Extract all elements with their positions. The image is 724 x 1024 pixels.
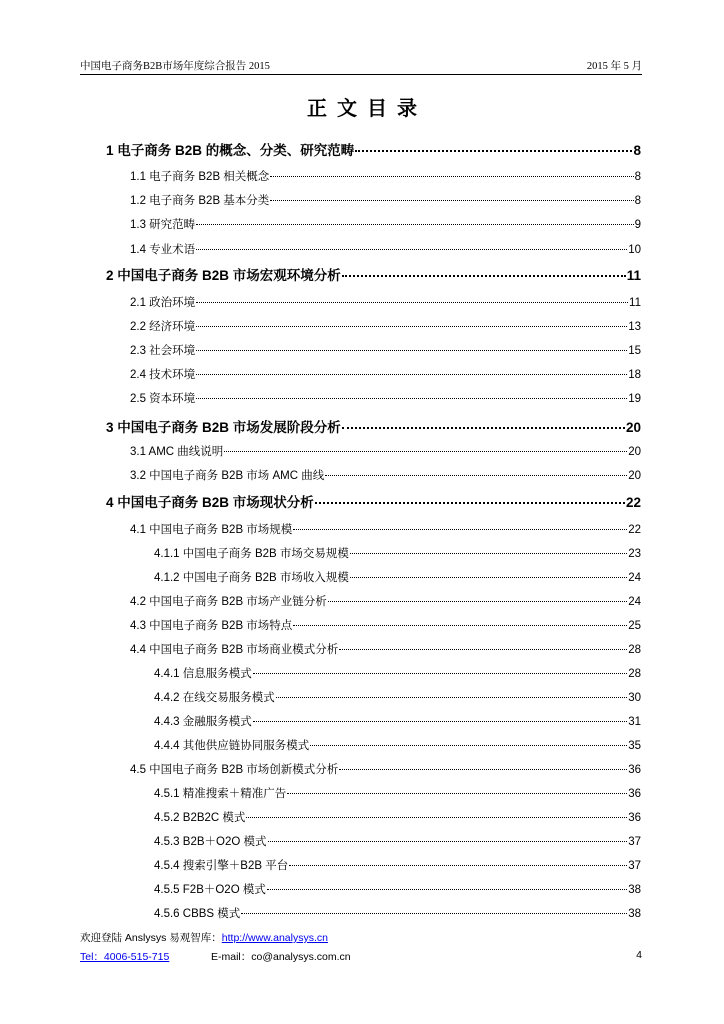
toc-entry-label: 2.3 社会环境 [130, 345, 196, 357]
toc-entry[interactable] [130, 216, 641, 232]
toc-entry[interactable] [154, 713, 641, 729]
toc-leader-dots [276, 697, 627, 698]
toc-entry-page: 38 [628, 908, 641, 920]
toc-entry[interactable] [154, 689, 641, 705]
toc-entry-label: 4.4.3 金融服务模式 [154, 716, 252, 728]
toc-entry[interactable] [130, 168, 641, 184]
footer-welcome-line [80, 930, 642, 945]
toc-entry-label: 4.5.3 B2B＋O2O 模式 [154, 836, 267, 848]
toc-entry[interactable] [154, 545, 641, 561]
toc-entry[interactable] [106, 264, 641, 284]
toc-entry[interactable] [154, 905, 641, 921]
toc-leader-dots [355, 150, 632, 152]
toc-entry-page: 24 [628, 572, 641, 584]
toc-leader-dots [339, 649, 627, 650]
toc-leader-dots [342, 427, 625, 429]
toc-entry[interactable] [130, 443, 641, 459]
toc-entry-page: 31 [628, 716, 641, 728]
toc-entry-page: 8 [634, 195, 641, 207]
toc-leader-dots [268, 841, 628, 842]
footer-contact-line [80, 949, 642, 964]
toc-entry-label: 4.5.5 F2B＋O2O 模式 [154, 884, 266, 896]
toc-entry[interactable] [154, 857, 641, 873]
toc-entry-page: 23 [628, 548, 641, 560]
toc-leader-dots [270, 176, 633, 177]
toc-entry-page: 35 [628, 740, 641, 752]
toc-entry-page: 8 [634, 171, 641, 183]
toc-entry[interactable] [106, 139, 641, 159]
toc-entry-label: 4.5.2 B2B2C 模式 [154, 812, 246, 824]
toc-entry-label: 2 中国电子商务 B2B 市场宏观环境分析 [106, 268, 341, 283]
toc-entry-page: 24 [628, 596, 641, 608]
toc-entry[interactable] [154, 665, 641, 681]
toc-entry-label: 4 中国电子商务 B2B 市场现状分析 [106, 495, 314, 510]
toc-leader-dots [196, 374, 627, 375]
toc-entry-label: 4.5.6 CBBS 模式 [154, 908, 241, 920]
toc-entry-label: 2.5 资本环境 [130, 393, 196, 405]
toc-entry-page: 37 [628, 860, 641, 872]
page-header [80, 58, 642, 75]
toc-entry[interactable] [154, 569, 641, 585]
toc-entry-page: 13 [628, 321, 641, 333]
toc-leader-dots [270, 200, 633, 201]
toc-entry-label: 2.1 政治环境 [130, 297, 196, 309]
toc-leader-dots [253, 721, 627, 722]
toc-entry-label: 1 电子商务 B2B 的概念、分类、研究范畴 [106, 143, 355, 158]
toc-entry[interactable] [106, 416, 641, 436]
footer-welcome-text: 欢迎登陆 Anslysys 易观智库： [80, 932, 222, 944]
toc-leader-dots [196, 350, 627, 351]
toc-entry-page: 10 [628, 244, 641, 256]
toc-entry[interactable] [130, 318, 641, 334]
toc-entry-page: 11 [629, 297, 641, 309]
page-number: 4 [636, 949, 642, 961]
report-title-header: 中国电子商务B2B市场年度综合报告 2015 [80, 61, 270, 72]
toc-entry-page: 18 [628, 369, 641, 381]
toc-leader-dots [350, 577, 627, 578]
toc-entry-label: 2.4 技术环境 [130, 369, 196, 381]
toc-entry-page: 22 [628, 524, 641, 536]
toc-leader-dots [328, 601, 627, 602]
toc-entry-page: 22 [625, 495, 641, 510]
toc-entry-page: 19 [628, 393, 641, 405]
toc-leader-dots [267, 889, 627, 890]
toc-entry[interactable] [154, 881, 641, 897]
toc-entry[interactable] [106, 491, 641, 511]
toc-leader-dots [287, 793, 627, 794]
toc-entry-label: 4.1.1 中国电子商务 B2B 市场交易规模 [154, 548, 349, 560]
toc-entry-page: 28 [628, 668, 641, 680]
toc-entry-page: 36 [628, 812, 641, 824]
toc-entry-page: 30 [628, 692, 641, 704]
toc-entry[interactable] [130, 342, 641, 358]
toc-entry-label: 3.1 AMC 曲线说明 [130, 446, 224, 458]
toc-entry-label: 4.4.1 信息服务模式 [154, 668, 252, 680]
toc-entry-page: 20 [628, 446, 641, 458]
toc-leader-dots [289, 865, 627, 866]
toc-entry-page: 25 [628, 620, 641, 632]
toc-entry-label: 4.5 中国电子商务 B2B 市场创新模式分析 [130, 764, 339, 776]
toc-entry-label: 4.1.2 中国电子商务 B2B 市场收入规模 [154, 572, 349, 584]
toc-entry-label: 4.2 中国电子商务 B2B 市场产业链分析 [130, 596, 327, 608]
toc-entry[interactable] [130, 390, 641, 406]
email-text: E-mail：co@analysys.com.cn [211, 951, 351, 963]
toc-entry[interactable] [154, 737, 641, 753]
toc-leader-dots [196, 326, 627, 327]
toc-leader-dots [315, 502, 625, 504]
toc-leader-dots [196, 398, 627, 399]
toc-entry-label: 2.2 经济环境 [130, 321, 196, 333]
toc-leader-dots [310, 745, 627, 746]
toc-entry-page: 9 [634, 219, 641, 231]
toc-leader-dots [196, 224, 633, 225]
toc-leader-dots [339, 769, 627, 770]
toc-entry-label: 4.3 中国电子商务 B2B 市场特点 [130, 620, 293, 632]
toc-entry-label: 4.1 中国电子商务 B2B 市场规模 [130, 524, 293, 536]
toc-entry-label: 1.3 研究范畴 [130, 219, 196, 231]
toc-entry[interactable] [130, 192, 641, 208]
tel-link[interactable]: Tel：4006-515-715 [80, 951, 170, 963]
toc-leader-dots [241, 913, 627, 914]
toc-entry-label: 3 中国电子商务 B2B 市场发展阶段分析 [106, 420, 341, 435]
toc-entry-page: 36 [628, 764, 641, 776]
toc-leader-dots [293, 625, 627, 626]
toc-leader-dots [246, 817, 627, 818]
toc-leader-dots [196, 302, 628, 303]
toc-entry-page: 15 [628, 345, 641, 357]
page-title: 正文目录 [307, 96, 427, 120]
toc-entry-page: 36 [628, 788, 641, 800]
toc-entry-label: 4.5.4 搜索引擎＋B2B 平台 [154, 860, 289, 872]
toc-leader-dots [325, 475, 627, 476]
toc-leader-dots [350, 553, 627, 554]
toc-leader-dots [196, 249, 627, 250]
toc-entry[interactable] [130, 641, 641, 657]
toc-entry-page: 38 [628, 884, 641, 896]
website-link[interactable]: http://www.analysys.cn [221, 932, 328, 944]
toc-leader-dots [293, 529, 627, 530]
report-date-header: 2015 年 5 月 [586, 61, 642, 72]
toc-entry-page: 28 [628, 644, 641, 656]
toc-leader-dots [224, 451, 627, 452]
toc-entry[interactable] [130, 761, 641, 777]
toc-entry-page: 11 [626, 268, 641, 283]
toc-entry[interactable] [130, 521, 641, 537]
toc-entry[interactable] [130, 617, 641, 633]
toc-entry[interactable] [130, 593, 641, 609]
toc-leader-dots [342, 275, 626, 277]
toc-entry[interactable] [130, 241, 641, 257]
toc-entry[interactable] [130, 366, 641, 382]
toc-entry[interactable] [154, 809, 641, 825]
toc-entry-label: 1.2 电子商务 B2B 基本分类 [130, 195, 270, 207]
toc-entry-page: 8 [633, 143, 641, 158]
toc-entry-label: 4.5.1 精准搜索＋精准广告 [154, 788, 287, 800]
toc-entry-page: 37 [628, 836, 641, 848]
toc-entry-label: 3.2 中国电子商务 B2B 市场 AMC 曲线 [130, 470, 325, 482]
toc-entry[interactable] [154, 785, 641, 801]
toc-leader-dots [253, 673, 627, 674]
toc-entry-label: 4.4.2 在线交易服务模式 [154, 692, 275, 704]
toc-entry[interactable] [130, 294, 641, 310]
toc-entry-label: 4.4 中国电子商务 B2B 市场商业模式分析 [130, 644, 339, 656]
toc-entry-label: 1.4 专业术语 [130, 244, 196, 256]
toc-entry-label: 1.1 电子商务 B2B 相关概念 [130, 171, 270, 183]
toc-entry-page: 20 [628, 470, 641, 482]
toc-entry[interactable] [130, 467, 641, 483]
toc-entry-label: 4.4.4 其他供应链协同服务模式 [154, 740, 310, 752]
toc-entry-page: 20 [625, 420, 641, 435]
toc-entry[interactable] [154, 833, 641, 849]
